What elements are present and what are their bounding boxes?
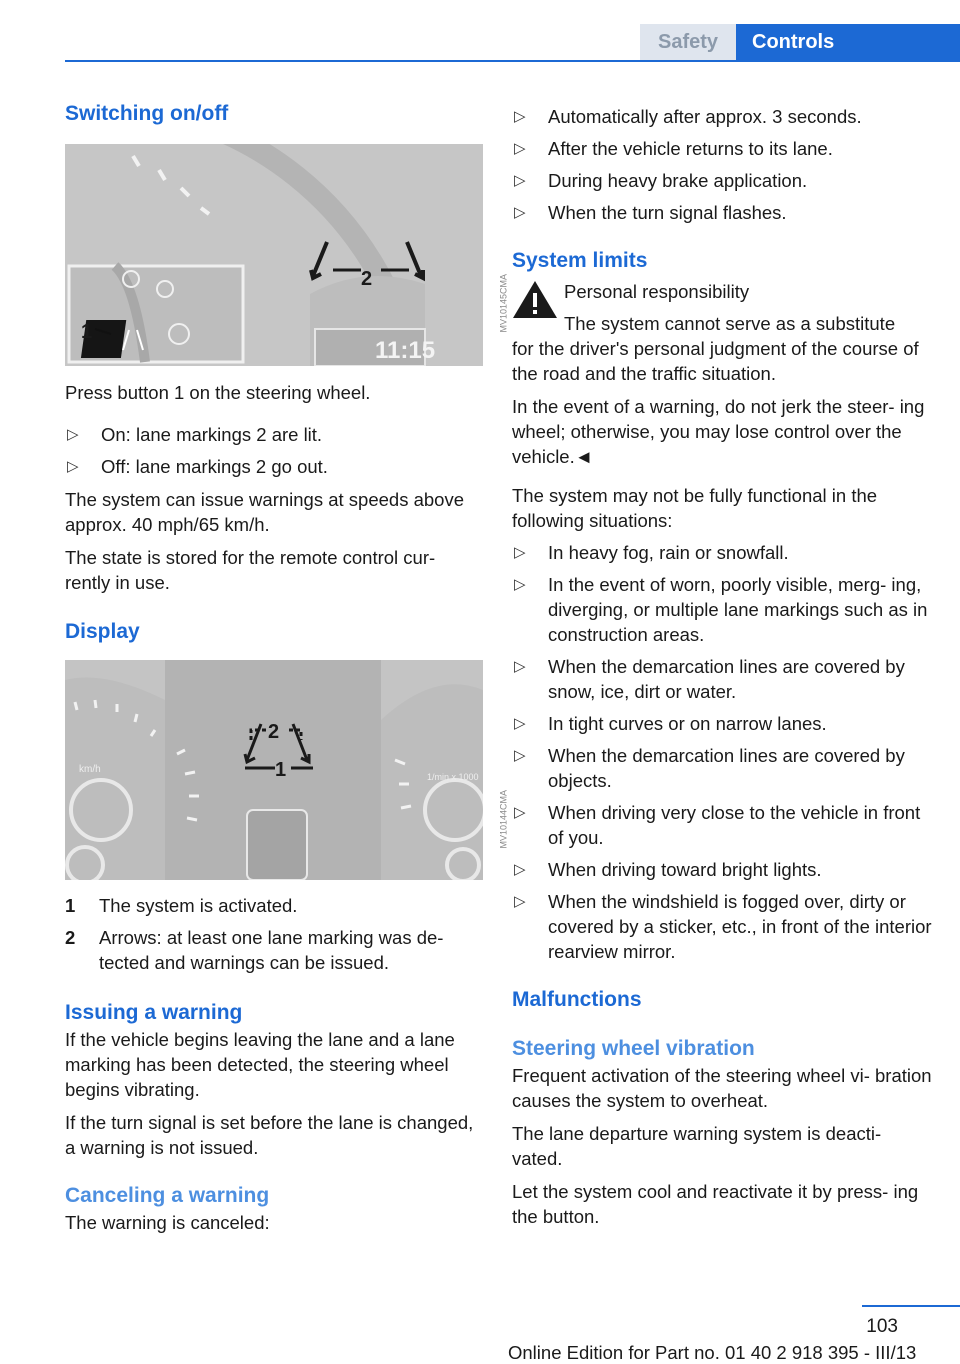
list-item (512, 572, 932, 647)
issuing-title: Issuing a warning (65, 1001, 243, 1024)
malfunctions-paragraph-1: Frequent activation of the steering wheel vi‐ bration causes the system to overheat. (512, 1065, 932, 1111)
list-item (512, 654, 932, 704)
switching-figure (65, 144, 509, 366)
footer-rule (862, 1305, 960, 1307)
list-item-text: When the demarcation lines are covered by objects. (548, 745, 905, 791)
warning-text: for the driver's personal judgment of the course of the road and the traffic situation. (512, 338, 919, 384)
bullet-triangle-icon: ▷ (514, 544, 526, 561)
cancel-bullets (512, 104, 932, 225)
display-title: Display (65, 620, 140, 643)
list-item (512, 200, 932, 225)
limits-bullets (512, 540, 932, 964)
list-item-text: In tight curves or on narrow lanes. (548, 713, 827, 734)
warning-title: Personal responsibility (564, 281, 750, 302)
figure-label-2: 2 (361, 268, 373, 290)
legend-item (65, 893, 483, 918)
bullet-triangle-icon: ▷ (514, 204, 526, 221)
malfunctions-paragraph-3: Let the system cool and reactivate it by press‐ ing the button. (512, 1181, 919, 1227)
warning-triangle-icon (512, 279, 558, 319)
list-item-text: When driving very close to the vehicle in front of you. (548, 802, 921, 848)
figure-label-1: 1 (81, 321, 93, 343)
figure-rpm: 1/min x 1000 (427, 772, 479, 782)
list-item-text: Automatically after approx. 3 seconds. (548, 106, 862, 127)
right-column (512, 104, 932, 1229)
list-item-text: Off: lane markings 2 go out. (101, 456, 328, 477)
limits-paragraph-1: In the event of a warning, do not jerk the steer‐ ing wheel; otherwise, you may lose control over the vehicle.◄ (512, 396, 925, 467)
list-item (512, 857, 932, 882)
list-item-text: After the vehicle returns to its lane. (548, 138, 833, 159)
speed-paragraph: The system can issue warnings at speeds above approx. 40 mph/65 km/h. (65, 489, 464, 535)
figure-kmh: km/h (79, 764, 101, 775)
list-item (512, 136, 932, 161)
list-item (512, 540, 932, 565)
canceling-title: Canceling a warning (65, 1184, 270, 1207)
figure-clock: 11:15 (375, 337, 436, 364)
header-chapter-tab: Controls (736, 24, 960, 60)
bullet-triangle-icon: ▷ (514, 893, 526, 910)
list-item (65, 422, 483, 447)
warning-block (512, 279, 932, 386)
instrument-cluster-illustration (65, 144, 483, 366)
bullet-triangle-icon: ▷ (514, 715, 526, 732)
list-item (512, 168, 932, 193)
warning-header (512, 279, 932, 336)
display-figure (65, 660, 509, 880)
list-item-text: On: lane markings 2 are lit. (101, 424, 323, 445)
page-number: 103 (866, 1316, 898, 1337)
list-item (512, 889, 932, 964)
list-item (512, 104, 932, 129)
warning-line-1: The system cannot serve as a substitute (564, 313, 896, 334)
display-cluster-illustration (65, 660, 483, 880)
bullet-triangle-icon: ▷ (514, 658, 526, 675)
header-rule (65, 60, 960, 62)
switching-bullets (65, 422, 483, 479)
legend-number: 2 (65, 927, 76, 948)
list-item (512, 711, 932, 736)
switching-title: Switching on/off (65, 102, 229, 125)
bullet-triangle-icon: ▷ (514, 172, 526, 189)
bullet-triangle-icon: ▷ (514, 576, 526, 593)
bullet-triangle-icon: ▷ (67, 458, 79, 475)
figure-label-2: 2 (268, 721, 280, 743)
list-item-text: In heavy fog, rain or snowfall. (548, 542, 789, 563)
switching-intro: Press button 1 on the steering wheel. (65, 382, 371, 403)
legend-text: Arrows: at least one lane marking was de‐ tected and warnings can be issued. (99, 927, 444, 973)
system-limits-title: System limits (512, 249, 648, 272)
left-column (65, 100, 509, 1235)
bullet-triangle-icon: ▷ (514, 747, 526, 764)
list-item-text: When driving toward bright lights. (548, 859, 822, 880)
figure-label-1: 1 (275, 759, 287, 781)
malfunctions-title: Malfunctions (512, 988, 642, 1011)
display-legend (65, 893, 483, 975)
issuing-paragraph-1: If the vehicle begins leaving the lane and a lane marking has been detected, the steering wheel begins vibrating. (65, 1029, 455, 1100)
malfunctions-paragraph-2: The lane departure warning system is deacti‐ vated. (512, 1123, 882, 1169)
canceling-paragraph: The warning is canceled: (65, 1212, 270, 1233)
list-item-text: In the event of worn, poorly visible, merg‐ ing, diverging, or multiple lane markings such as in construction areas. (548, 574, 928, 645)
bullet-triangle-icon: ▷ (514, 861, 526, 878)
legend-text: The system is activated. (99, 895, 298, 916)
bullet-triangle-icon: ▷ (514, 804, 526, 821)
edition-text: Online Edition for Part no. 01 40 2 918 395 - III/13 (508, 1342, 917, 1363)
issuing-paragraph-2: If the turn signal is set before the lane is changed, a warning is not issued. (65, 1112, 474, 1158)
list-item (512, 800, 932, 850)
legend-item (65, 925, 483, 975)
bullet-triangle-icon: ▷ (67, 426, 79, 443)
limits-paragraph-2: The system may not be fully functional in the following situations: (512, 485, 878, 531)
bullet-triangle-icon: ▷ (514, 140, 526, 157)
list-item-text: When the windshield is fogged over, dirty or covered by a sticker, etc., in front of the interior rearview mirror. (548, 891, 932, 962)
list-item-text: When the turn signal flashes. (548, 202, 787, 223)
list-item (65, 454, 483, 479)
figure-code: MV10144CMA (499, 790, 509, 849)
legend-number: 1 (65, 895, 76, 916)
remote-control-paragraph: The state is stored for the remote control cur‐ rently in use. (65, 547, 436, 593)
header-section-tab: Safety (640, 24, 736, 60)
list-item (512, 743, 932, 793)
figure-code: MV10145CMA (499, 274, 509, 333)
list-item-text: During heavy brake application. (548, 170, 808, 191)
list-item-text: When the demarcation lines are covered by snow, ice, dirt or water. (548, 656, 905, 702)
bullet-triangle-icon: ▷ (514, 108, 526, 125)
steering-vibration-title: Steering wheel vibration (512, 1037, 755, 1060)
